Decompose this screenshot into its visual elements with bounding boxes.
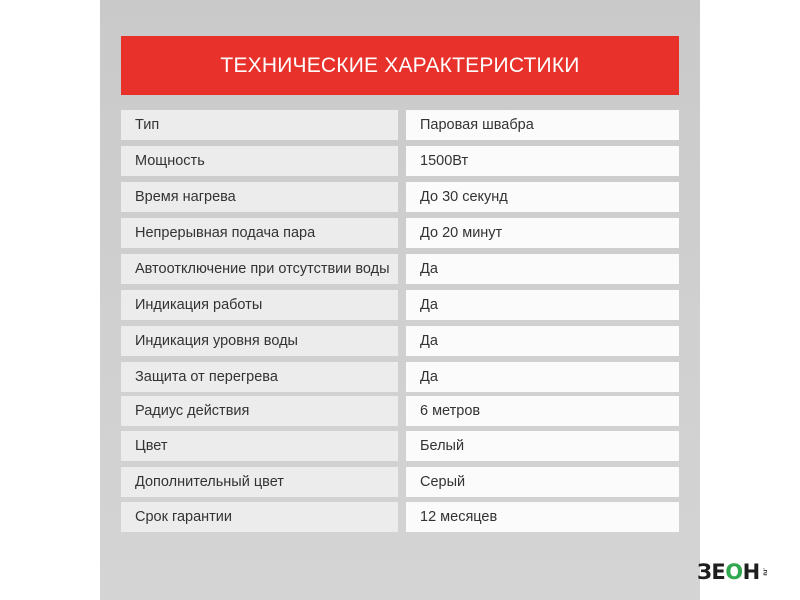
spec-row <box>121 502 679 532</box>
spec-label: Время нагрева <box>121 182 398 212</box>
spec-label: Мощность <box>121 146 398 176</box>
spec-row <box>121 362 679 392</box>
title-banner <box>121 36 679 95</box>
spec-row <box>121 110 679 140</box>
spec-value: Паровая швабра <box>406 110 679 140</box>
spec-label: Защита от перегрева <box>121 362 398 392</box>
spec-value: Да <box>406 362 679 392</box>
spec-value: Серый <box>406 467 679 497</box>
spec-value: 1500Вт <box>406 146 679 176</box>
spec-row <box>121 182 679 212</box>
spec-label: Индикация работы <box>121 290 398 320</box>
spec-label: Автоотключение при отсутствии воды <box>121 254 398 284</box>
spec-label: Дополнительный цвет <box>121 467 398 497</box>
spec-label: Срок гарантии <box>121 502 398 532</box>
spec-row <box>121 290 679 320</box>
brand-logo-accent: О <box>725 560 743 584</box>
spec-row <box>121 254 679 284</box>
spec-row <box>121 396 679 426</box>
spec-value: Да <box>406 290 679 320</box>
spec-value: До 20 минут <box>406 218 679 248</box>
spec-label: Радиус действия <box>121 396 398 426</box>
spec-value: 12 месяцев <box>406 502 679 532</box>
spec-label: Цвет <box>121 431 398 461</box>
spec-row <box>121 218 679 248</box>
brand-logo-text: ЗЕОН <box>697 560 760 584</box>
spec-label: Тип <box>121 110 398 140</box>
spec-value: 6 метров <box>406 396 679 426</box>
spec-label: Индикация уровня воды <box>121 326 398 356</box>
brand-logo-suffix: .ru <box>761 568 768 576</box>
page-title: ТЕХНИЧЕСКИЕ ХАРАКТЕРИСТИКИ <box>220 53 580 77</box>
spec-row <box>121 326 679 356</box>
spec-value: До 30 секунд <box>406 182 679 212</box>
spec-value: Да <box>406 326 679 356</box>
spec-row <box>121 467 679 497</box>
spec-value: Да <box>406 254 679 284</box>
spec-label: Непрерывная подача пара <box>121 218 398 248</box>
spec-row <box>121 431 679 461</box>
brand-logo <box>697 558 782 586</box>
spec-row <box>121 146 679 176</box>
spec-value: Белый <box>406 431 679 461</box>
